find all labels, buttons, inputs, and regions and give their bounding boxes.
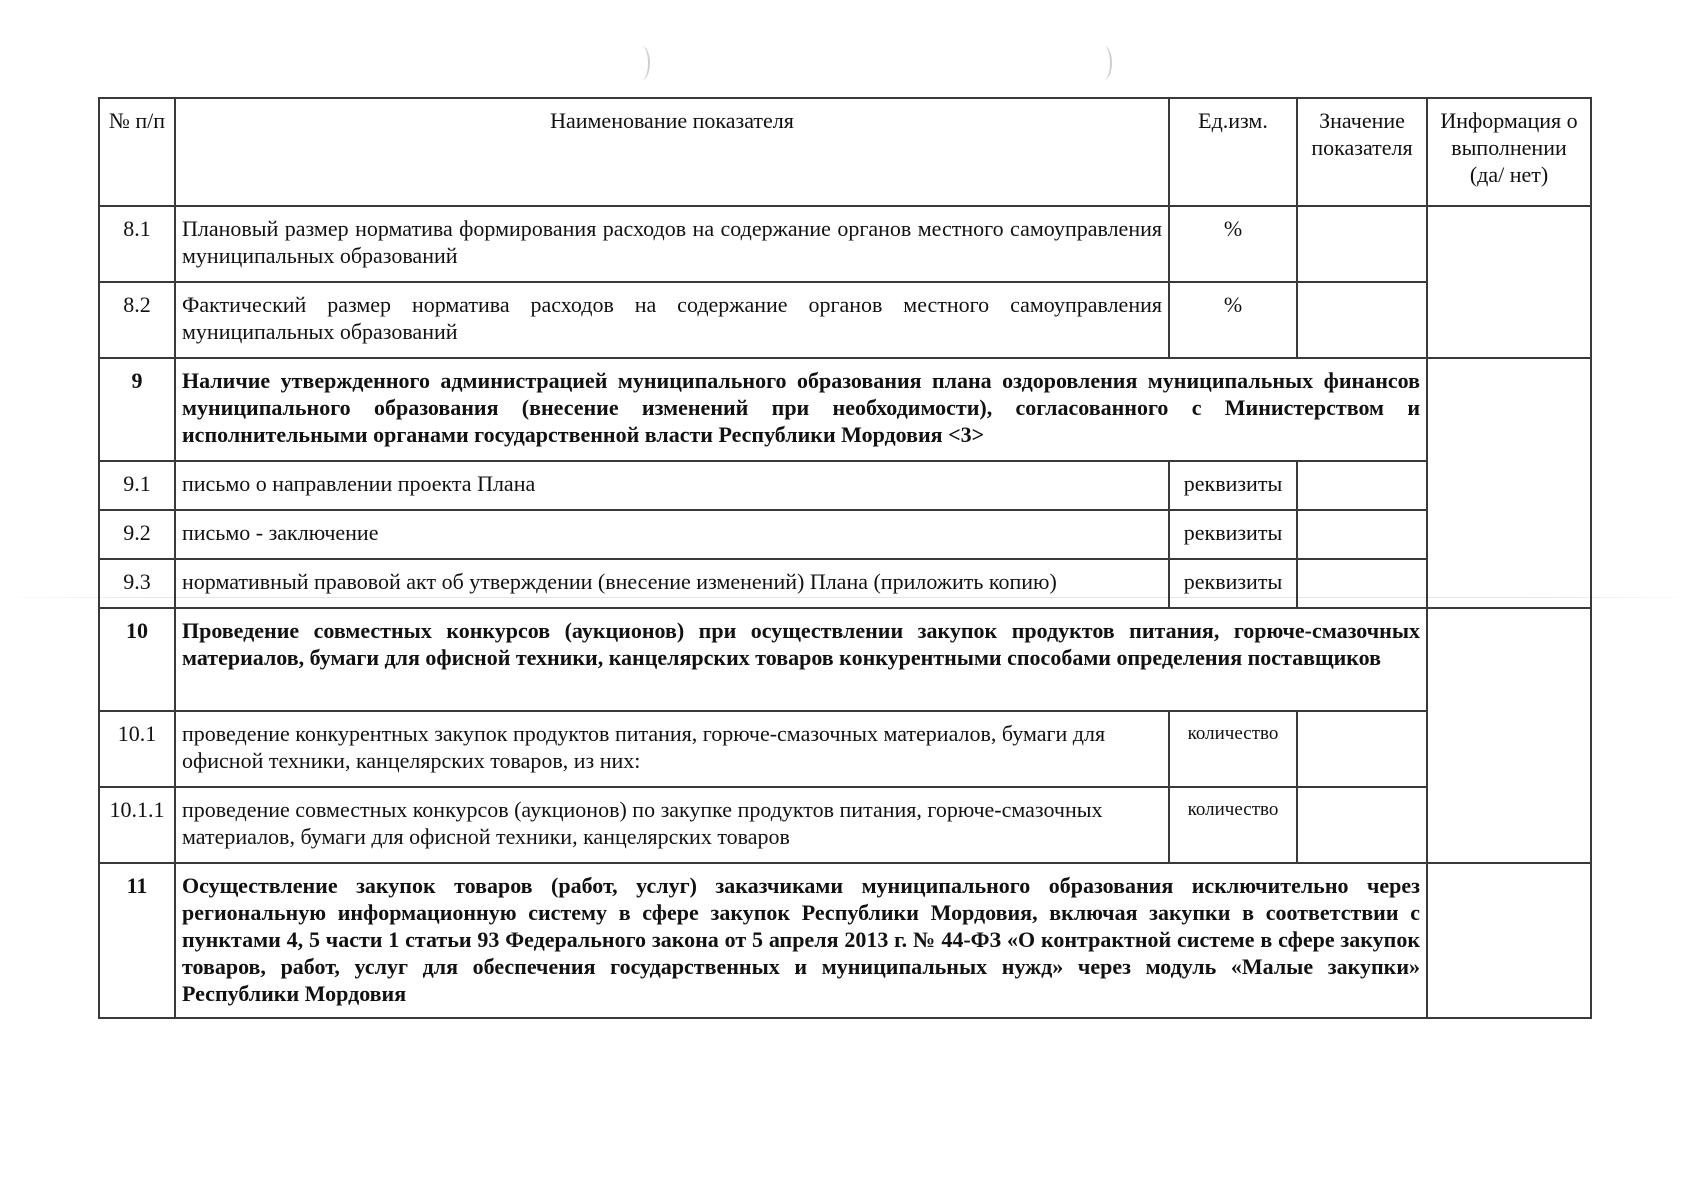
- table-row: [99, 461, 1591, 510]
- row-value-cell: [1297, 282, 1427, 358]
- row-unit: реквизиты: [1169, 559, 1297, 608]
- row-unit: реквизиты: [1169, 461, 1297, 510]
- header-num: № п/п: [99, 98, 175, 206]
- row-unit: %: [1169, 282, 1297, 358]
- row-name: проведение конкурентных закупок продуктов питания, горюче-смазочных материалов, бумаги для офисной техники, канцелярских товаров, из них:: [175, 711, 1169, 787]
- info-cell: [1427, 608, 1591, 863]
- section-row: [99, 863, 1591, 1018]
- row-unit: количество: [1169, 787, 1297, 863]
- section-num: 9: [99, 358, 175, 461]
- row-name: письмо - заключение: [175, 510, 1169, 559]
- row-num: 10.1: [99, 711, 175, 787]
- info-cell: [1427, 206, 1591, 358]
- info-cell: [1427, 863, 1591, 1018]
- row-value-cell: [1297, 559, 1427, 608]
- scan-mark: [1096, 46, 1112, 80]
- table-row: [99, 282, 1591, 358]
- section-num: 11: [99, 863, 175, 1018]
- section-name: Проведение совместных конкурсов (аукционов) при осуществлении закупок продуктов питания, горюче-смазочных материалов, бумаги для офисной техники, канцелярских товаров конкурентными способами определения поставщиков: [175, 608, 1427, 711]
- row-num: 9.2: [99, 510, 175, 559]
- section-name: Наличие утвержденного администрацией муниципального образования плана оздоровления муниципальных финансов муниципального образования (внесение изменений при необходимости), согласованного с Министерством и исполнительными органами государственной власти Республики Мордовия <3>: [175, 358, 1427, 461]
- row-num: 8.1: [99, 206, 175, 282]
- scan-mark: [634, 46, 650, 80]
- table-row: [99, 206, 1591, 282]
- row-num: 9.1: [99, 461, 175, 510]
- row-name: проведение совместных конкурсов (аукционов) по закупке продуктов питания, горюче-смазочных материалов, бумаги для офисной техники, канцелярских товаров: [175, 787, 1169, 863]
- header-name: Наименование показателя: [175, 98, 1169, 206]
- section-row: [99, 608, 1591, 711]
- row-num: 10.1.1: [99, 787, 175, 863]
- header-unit: Ед.изм.: [1169, 98, 1297, 206]
- section-row: [99, 358, 1591, 461]
- row-value-cell: [1297, 787, 1427, 863]
- row-name: нормативный правовой акт об утверждении (внесение изменений) Плана (приложить копию): [175, 559, 1169, 608]
- indicators-table: [98, 97, 1592, 1019]
- table-row: [99, 510, 1591, 559]
- row-num: 8.2: [99, 282, 175, 358]
- row-unit: %: [1169, 206, 1297, 282]
- row-name: Фактический размер норматива расходов на содержание органов местного самоуправления муниципальных образований: [175, 282, 1169, 358]
- header-info: Информация о выполнении (да/ нет): [1427, 98, 1591, 206]
- row-name: Плановый размер норматива формирования расходов на содержание органов местного самоуправления муниципальных образований: [175, 206, 1169, 282]
- header-value: Значение показателя: [1297, 98, 1427, 206]
- table-row: [99, 559, 1591, 608]
- section-name: Осуществление закупок товаров (работ, услуг) заказчиками муниципального образования исключительно через региональную информационную систему в сфере закупок Республики Мордовия, включая закупки в соответствии с пунктами 4, 5 части 1 статьи 93 Федерального закона от 5 апреля 2013 г. № 44-ФЗ «О контрактной системе в сфере закупок товаров, работ, услуг для обеспечения государственных и муниципальных нужд» через модуль «Малые закупки» Республики Мордовия: [175, 863, 1427, 1018]
- row-value-cell: [1297, 206, 1427, 282]
- table-row: [99, 787, 1591, 863]
- section-num: 10: [99, 608, 175, 711]
- row-unit: количество: [1169, 711, 1297, 787]
- table-row: [99, 711, 1591, 787]
- row-name: письмо о направлении проекта Плана: [175, 461, 1169, 510]
- row-unit: реквизиты: [1169, 510, 1297, 559]
- table-header-row: [99, 98, 1591, 206]
- row-num: 9.3: [99, 559, 175, 608]
- row-value-cell: [1297, 461, 1427, 510]
- row-value-cell: [1297, 711, 1427, 787]
- row-value-cell: [1297, 510, 1427, 559]
- info-cell: [1427, 358, 1591, 608]
